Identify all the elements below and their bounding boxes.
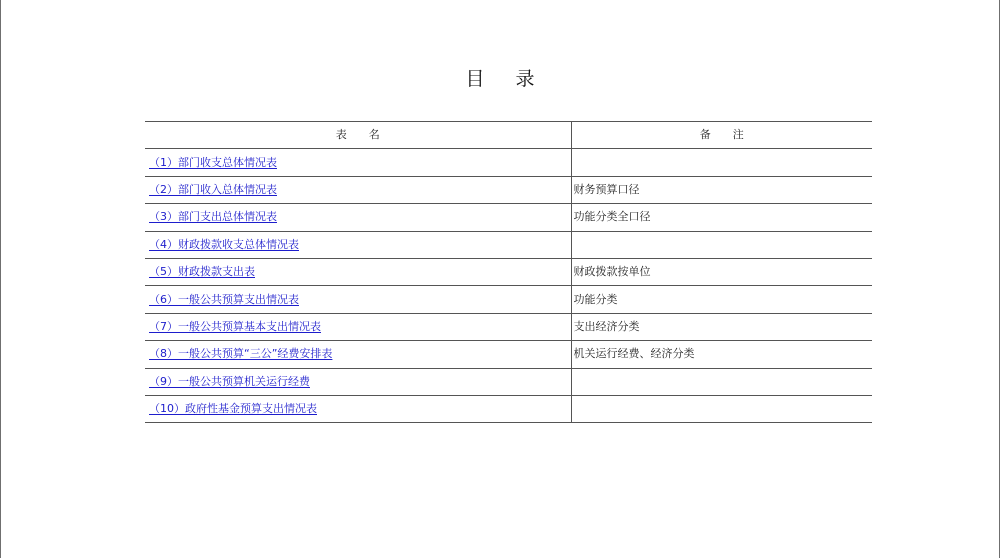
- header-name-char-1: 表: [335, 128, 347, 142]
- toc-link-10[interactable]: （10）政府性基金预算支出情况表: [149, 402, 317, 416]
- header-table-name: [145, 122, 571, 149]
- table-name-cell: [145, 204, 571, 231]
- remark-cell: 支出经济分类: [571, 313, 872, 340]
- toc-link-1[interactable]: （1）部门收支总体情况表: [149, 155, 277, 169]
- table-row: [145, 286, 872, 313]
- header-remarks: [571, 122, 872, 149]
- header-name-char-2: 名: [368, 128, 380, 142]
- table-row: [145, 368, 872, 395]
- table-row: [145, 176, 872, 203]
- table-name-cell: [145, 176, 571, 203]
- table-name-cell: [145, 258, 571, 285]
- table-of-contents: [145, 121, 872, 423]
- page-title: [0, 64, 1000, 94]
- toc-link-9[interactable]: （9）一般公共预算机关运行经费: [149, 374, 310, 388]
- page-title-char-1: 目: [465, 68, 485, 90]
- table-row: [145, 341, 872, 368]
- remark-cell: [571, 149, 872, 176]
- table-name-cell: [145, 286, 571, 313]
- table-row: [145, 395, 872, 422]
- table-header-row: [145, 122, 872, 149]
- table-name-cell: [145, 313, 571, 340]
- table-row: [145, 313, 872, 340]
- remark-cell: 财政拨款按单位: [571, 258, 872, 285]
- remark-cell: [571, 368, 872, 395]
- toc-link-7[interactable]: （7）一般公共预算基本支出情况表: [149, 319, 321, 333]
- toc-link-8[interactable]: （8）一般公共预算“三公”经费安排表: [149, 347, 333, 361]
- toc-link-6[interactable]: （6）一般公共预算支出情况表: [149, 292, 299, 306]
- header-note-char-2: 注: [732, 128, 744, 142]
- toc-link-4[interactable]: （4）财政拨款收支总体情况表: [149, 237, 299, 251]
- remark-cell: [571, 395, 872, 422]
- toc-link-3[interactable]: （3）部门支出总体情况表: [149, 210, 277, 224]
- table-name-cell: [145, 341, 571, 368]
- remark-cell: 功能分类全口径: [571, 204, 872, 231]
- page-title-char-2: 录: [515, 68, 535, 90]
- table-row: [145, 231, 872, 258]
- table-name-cell: [145, 368, 571, 395]
- toc-link-2[interactable]: （2）部门收入总体情况表: [149, 182, 277, 196]
- table-row: [145, 204, 872, 231]
- table-row: [145, 258, 872, 285]
- toc-link-5[interactable]: （5）财政拨款支出表: [149, 265, 255, 279]
- table-name-cell: [145, 231, 571, 258]
- remark-cell: 财务预算口径: [571, 176, 872, 203]
- table-name-cell: [145, 395, 571, 422]
- table-row: [145, 149, 872, 176]
- remark-cell: 机关运行经费、经济分类: [571, 341, 872, 368]
- remark-cell: [571, 231, 872, 258]
- remark-cell: 功能分类: [571, 286, 872, 313]
- table-name-cell: [145, 149, 571, 176]
- header-note-char-1: 备: [699, 128, 711, 142]
